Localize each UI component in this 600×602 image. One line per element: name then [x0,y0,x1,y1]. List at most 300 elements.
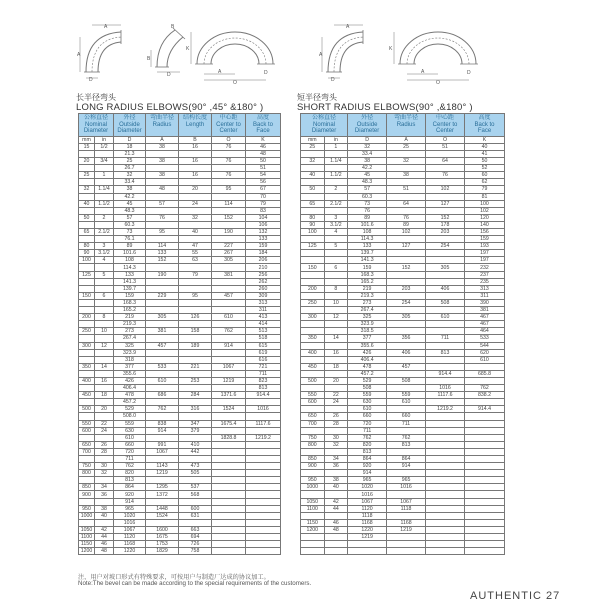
table-cell [212,285,246,292]
table-cell [324,342,348,349]
table-row [301,363,505,370]
table-row [301,519,505,526]
table-cell: 133 [146,250,179,257]
table-cell: 83 [246,207,281,214]
table-row [301,420,505,427]
table-cell: 508 [426,299,465,306]
table-cell [301,278,325,285]
table-cell: 920 [348,463,387,470]
table-cell: 100 [301,229,325,236]
table-cell: 120 [464,214,504,221]
table-cell [79,519,95,526]
table-cell: 660 [114,441,146,448]
table-cell: 38 [114,186,146,193]
table-cell: 467 [464,321,504,328]
table-cell [301,534,325,541]
table-cell [179,335,212,342]
table-cell: 90 [79,250,95,257]
table-cell: 159 [464,236,504,243]
table-cell: 12 [324,314,348,321]
table-cell [387,292,426,299]
table-cell: 40 [324,484,348,491]
table-cell: 1448 [146,505,179,512]
svg-text:A: A [77,52,81,58]
table-cell: 311 [464,292,504,299]
table-row [301,285,505,292]
table-cell: 60 [464,172,504,179]
table-cell [212,519,246,526]
table-cell: 50 [301,186,325,193]
table-cell: 1117.6 [426,392,465,399]
table-cell [301,271,325,278]
table-cell [179,498,212,505]
table-cell: 102 [464,207,504,214]
table-cell [146,498,179,505]
table-cell: 838.2 [464,392,504,399]
table-cell [426,321,465,328]
table-row [301,548,505,555]
table-cell: 256 [246,271,281,278]
table-cell: 126 [179,314,212,321]
table-cell: 850 [301,456,325,463]
table-row [301,491,505,498]
table-cell [301,292,325,299]
table-cell [146,321,179,328]
table-cell [95,207,114,214]
table-cell [426,498,465,505]
table-cell [426,328,465,335]
table-cell: 67 [246,186,281,193]
table-cell: 51 [426,143,465,150]
table-cell: 197 [464,257,504,264]
table-row [79,165,281,172]
table-cell [95,349,114,356]
table-cell: 1829 [146,548,179,555]
table-row [301,541,505,548]
table-row [79,356,281,363]
table-cell: 42.2 [114,193,146,200]
table-cell [464,448,504,455]
table-row [79,413,281,420]
table-row [79,314,281,321]
header-back-to-face: 高度 Back to Face [246,114,281,137]
table-cell [387,321,426,328]
table-row [79,470,281,477]
table-cell: 51 [387,186,426,193]
long-radius-45-elbow-diagram [145,22,190,82]
table-cell [146,221,179,228]
table-cell: 203 [426,229,465,236]
table-cell: 406 [387,349,426,356]
table-cell: 2 [324,186,348,193]
table-cell [179,221,212,228]
table-cell [246,548,281,555]
table-row [301,456,505,463]
table-cell [212,193,246,200]
table-row [301,484,505,491]
table-cell [212,179,246,186]
table-row [301,221,505,228]
table-cell: 21.3 [114,150,146,157]
table-cell: 529 [114,406,146,413]
table-cell: 34 [324,456,348,463]
table-cell: 762 [114,463,146,470]
table-cell: 457.2 [348,370,387,377]
table-row [301,505,505,512]
table-cell [464,484,504,491]
table-cell: 159 [114,292,146,299]
table-cell: 33.4 [114,179,146,186]
table-cell [324,356,348,363]
unit-cell: D [348,136,387,143]
table-cell: 102 [426,186,465,193]
table-cell: 168.3 [348,271,387,278]
table-cell: 1020 [114,512,146,519]
table-cell: 864 [387,456,426,463]
table-cell: 104 [246,214,281,221]
table-row [79,392,281,399]
table-cell [387,257,426,264]
table-cell [79,207,95,214]
table-cell: 305 [212,257,246,264]
table-cell: 305 [146,314,179,321]
table-row [79,385,281,392]
table-cell [301,356,325,363]
table-cell: 50 [246,158,281,165]
table-cell [146,335,179,342]
table-cell [246,456,281,463]
table-cell: 1219 [146,470,179,477]
table-cell [426,512,465,519]
svg-text:D: D [331,77,335,82]
table-cell: 100 [464,200,504,207]
table-cell: 750 [301,434,325,441]
table-row [301,250,505,257]
table-cell: 219.3 [348,292,387,299]
unit-cell: O [212,136,246,143]
table-cell [348,548,387,555]
table-cell: 1168 [387,519,426,526]
table-row [79,541,281,548]
table-cell: 1118 [387,505,426,512]
svg-text:A: A [346,24,350,30]
table-cell [246,491,281,498]
table-cell [464,456,504,463]
table-cell: 206 [246,257,281,264]
table-cell: 158 [179,328,212,335]
table-cell [301,342,325,349]
table-cell [212,321,246,328]
table-cell: 529 [348,377,387,384]
table-row [79,150,281,157]
table-cell [179,150,212,157]
table-row [79,179,281,186]
table-row [301,257,505,264]
table-cell [212,427,246,434]
table-cell: 1675 [146,534,179,541]
table-cell: 615 [246,342,281,349]
table-cell: 550 [301,392,325,399]
table-cell [301,512,325,519]
unit-cell: K [464,136,504,143]
table-cell: 350 [79,363,95,370]
table-cell: 600 [179,505,212,512]
table-cell: 16 [95,377,114,384]
table-cell [464,541,504,548]
table-cell [212,505,246,512]
table-row [301,307,505,314]
table-row [301,193,505,200]
table-row [79,143,281,150]
table-cell [246,512,281,519]
table-cell: 711 [348,427,387,434]
table-cell: 914.4 [464,406,504,413]
table-cell: 518 [246,335,281,342]
table-cell: 76 [426,172,465,179]
table-cell [212,335,246,342]
table-cell: 758 [179,548,212,555]
table-cell [146,278,179,285]
table-cell: 15 [79,143,95,150]
table-cell: 38 [146,143,179,150]
table-cell: 650 [301,413,325,420]
table-cell: 38 [146,158,179,165]
table-cell: 40 [179,229,212,236]
table-cell: 168.3 [114,299,146,306]
table-cell: 379 [179,427,212,434]
table-cell [387,512,426,519]
table-cell [324,512,348,519]
unit-cell: in [324,136,348,143]
table-row [301,165,505,172]
table-cell [464,512,504,519]
table-cell: 250 [301,299,325,306]
table-cell: 152 [146,257,179,264]
table-row [79,427,281,434]
table-cell: 32 [114,172,146,179]
table-row [301,463,505,470]
table-cell [79,285,95,292]
table-cell: 965 [387,477,426,484]
table-row [79,534,281,541]
table-cell: 1 [324,143,348,150]
table-cell: 813 [426,349,465,356]
svg-text:D: D [467,70,471,76]
table-cell [387,236,426,243]
table-row [301,477,505,484]
table-row [301,335,505,342]
table-cell: 1050 [301,498,325,505]
table-cell: 300 [79,342,95,349]
table-cell [146,299,179,306]
table-cell: 38 [324,477,348,484]
table-cell: 991 [146,441,179,448]
table-cell: 1050 [79,526,95,533]
table-cell: 141.3 [114,278,146,285]
table-cell [301,370,325,377]
table-cell: 426 [348,349,387,356]
table-cell [212,207,246,214]
table-cell: 400 [79,377,95,384]
table-cell: 273 [348,299,387,306]
table-cell [146,385,179,392]
table-cell: 40 [79,200,95,207]
table-cell: 1168 [114,541,146,548]
table-cell: 3/4 [95,158,114,165]
table-cell: 80 [79,243,95,250]
table-row [79,491,281,498]
table-cell [301,165,325,172]
table-cell [146,519,179,526]
table-cell: 63 [179,257,212,264]
table-cell [146,207,179,214]
table-cell: 114.3 [114,264,146,271]
unit-cell: B [179,136,212,143]
table-cell: 73 [348,200,387,207]
table-row [301,356,505,363]
table-cell [324,236,348,243]
table-cell: 254 [387,299,426,306]
table-cell: 20 [95,406,114,413]
table-cell: 10 [324,299,348,306]
table-cell [464,534,504,541]
table-cell [426,463,465,470]
table-row [301,512,505,519]
table-cell: 232 [464,264,504,271]
table-cell [179,193,212,200]
table-cell: 4 [95,257,114,264]
table-cell: 610 [348,406,387,413]
table-row [79,299,281,306]
table-cell: 57 [348,186,387,193]
table-cell: 1150 [79,541,95,548]
table-cell [179,385,212,392]
table-cell [426,484,465,491]
table-cell: 32 [348,143,387,150]
table-cell: 620 [464,349,504,356]
long-radius-90-elbow-diagram [76,22,146,82]
table-cell [79,385,95,392]
table-cell [246,519,281,526]
table-cell [146,264,179,271]
table-cell: 914 [348,470,387,477]
table-cell [246,441,281,448]
table-cell: 80 [301,214,325,221]
table-cell: 106 [246,221,281,228]
table-cell [464,498,504,505]
table-cell [212,278,246,285]
table-row [301,200,505,207]
table-cell: 79 [179,271,212,278]
table-cell [426,470,465,477]
unit-cell: A [146,136,179,143]
table-cell: 48 [324,526,348,533]
table-cell: 76 [212,158,246,165]
table-cell: 311 [246,307,281,314]
table-cell [246,448,281,455]
table-cell: 914.4 [426,370,465,377]
table-cell [95,150,114,157]
table-cell [387,541,426,548]
table-cell [387,250,426,257]
table-cell: 914 [387,463,426,470]
table-cell [246,427,281,434]
header-nominal-diameter: 公称直径 Nominal Diameter [79,114,114,137]
table-cell: 660 [348,413,387,420]
table-cell: 500 [301,377,325,384]
table-cell: 76 [348,207,387,214]
table-cell [464,413,504,420]
unit-cell: mm [79,136,95,143]
table-row [301,434,505,441]
table-row [79,243,281,250]
table-cell: 32 [179,214,212,221]
table-cell: 152 [426,214,465,221]
table-cell: 210 [246,264,281,271]
table-cell: 694 [179,534,212,541]
table-cell [464,548,504,555]
table-cell [324,548,348,555]
table-row [301,299,505,306]
table-row [301,427,505,434]
table-cell: 48 [95,548,114,555]
header-outside-diameter: 外径 Outside Diameter [348,114,387,137]
svg-text:O: O [436,80,440,86]
table-cell: 663 [179,526,212,533]
table-cell [426,541,465,548]
table-cell: 1200 [79,548,95,555]
table-cell: 25 [301,143,325,150]
table-cell [79,278,95,285]
table-cell: 41 [464,150,504,157]
table-row [301,158,505,165]
table-cell [212,448,246,455]
table-cell [324,328,348,335]
table-cell [324,207,348,214]
table-cell [324,470,348,477]
table-cell [146,456,179,463]
svg-text:B: B [147,56,151,62]
table-cell: 127 [426,200,465,207]
table-cell: 478 [114,392,146,399]
table-cell: 4 [324,229,348,236]
table-cell: 600 [301,399,325,406]
table-cell [246,534,281,541]
table-cell [324,491,348,498]
table-cell: 95 [146,229,179,236]
table-header-row [301,114,505,137]
table-row [79,363,281,370]
table-cell: 467 [464,314,504,321]
table-cell [246,477,281,484]
table-cell [146,193,179,200]
long-radius-180-elbow-diagram [185,22,285,92]
table-cell [79,456,95,463]
table-row [79,505,281,512]
table-cell: 219 [114,314,146,321]
table-cell: 457.2 [114,399,146,406]
table-row [79,456,281,463]
table-cell: 76.1 [114,236,146,243]
table-row [79,264,281,271]
table-cell [426,307,465,314]
table-cell: 156 [464,229,504,236]
table-row [79,448,281,455]
table-cell: 42 [95,526,114,533]
table-cell: 3.1/2 [324,221,348,228]
table-row [301,172,505,179]
table-row [79,477,281,484]
